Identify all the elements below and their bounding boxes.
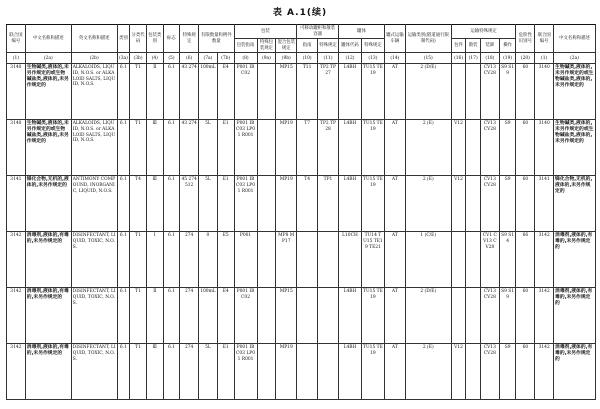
column-number: (9a) bbox=[257, 53, 276, 64]
cell-portable-special bbox=[318, 288, 339, 344]
cell-cn-name: 消毒剂,液体的,有毒的,未另作规定的 bbox=[25, 344, 71, 400]
column-number: (11) bbox=[318, 53, 339, 64]
cell-ts-loading: CV13 CV28 bbox=[480, 64, 499, 120]
cell-label: 6.1 bbox=[163, 64, 180, 120]
cell-label: 6.1 bbox=[163, 344, 180, 400]
cell-ts-loading: CV13 CV28 bbox=[480, 120, 499, 176]
header-mixed-packing: 混合包装规定 bbox=[276, 39, 297, 53]
cell-ts-bulk bbox=[466, 120, 481, 176]
cell-tank-special: TU15 TE19 bbox=[361, 120, 384, 176]
table-row bbox=[7, 232, 596, 288]
cell-en-name: DISINFECTANT, LIQUID, TOXIC, N.O.S. bbox=[71, 344, 117, 400]
cell-tank-vehicle: AT bbox=[384, 344, 405, 400]
cell-limited-quantity: 100mL bbox=[199, 288, 218, 344]
cell-ts-operation: S9 S19 bbox=[499, 64, 516, 120]
header-transport-category: 运输类别(隧道通行限制代码) bbox=[405, 25, 451, 53]
header-transport-special: 运输特殊规定 bbox=[451, 25, 516, 39]
cell-packing-instructions: P001 IBC02 bbox=[234, 288, 257, 344]
header-ts-package: 包件 bbox=[451, 39, 466, 53]
cell-un-number: 3142 bbox=[7, 344, 26, 400]
cell-portable-instructions: T7 bbox=[297, 120, 318, 176]
cell-packing-group: Ⅱ bbox=[146, 64, 163, 120]
cell-classification-code: T1 bbox=[130, 120, 147, 176]
cell-tank-special: TU14 TU15 TE19 TE21 bbox=[361, 232, 384, 288]
cell-ts-loading: CV1 CV13 CV28 bbox=[480, 232, 499, 288]
column-number: (9b) bbox=[276, 53, 297, 64]
cell-special-packing bbox=[257, 232, 276, 288]
column-number: (2a) bbox=[554, 53, 596, 64]
cell-cn-name: 生物碱类,液体的,未另作规定的或生物碱盐类,液体的,未另作规定的 bbox=[25, 120, 71, 176]
header-tank-special: 特殊规定 bbox=[361, 39, 384, 53]
cell-mixed-packing: MP15 bbox=[276, 288, 297, 344]
cell-tank-vehicle: AT bbox=[384, 232, 405, 288]
cell-packing-instructions: P001 IBC03 LP01 R001 bbox=[234, 176, 257, 232]
cell-portable-instructions bbox=[297, 344, 318, 400]
cell-transport-category: 2 (E) bbox=[405, 120, 451, 176]
cell-excepted-quantity: E1 bbox=[217, 120, 234, 176]
cell-class: 6.1 bbox=[117, 344, 130, 400]
cell-cn-name: 消毒剂,液体的,有毒的,未另作规定的 bbox=[25, 288, 71, 344]
cell-hazard-id: 60 bbox=[516, 120, 535, 176]
cell-cn-name-2: 生物碱类,液体的,未另作规定的或生物碱盐类,液体的,未另作规定的 bbox=[554, 64, 596, 120]
header-tank-vehicle: 罐式运输车辆 bbox=[384, 25, 405, 53]
cell-cn-name-2: 锑化合物,无机的,液体的,未另作规定的 bbox=[554, 176, 596, 232]
header-tank-code: 罐体代码 bbox=[338, 39, 361, 53]
cell-packing-group: Ⅲ bbox=[146, 176, 163, 232]
cell-transport-category: 2 (E) bbox=[405, 344, 451, 400]
cell-ts-bulk bbox=[466, 64, 481, 120]
column-number: (20) bbox=[516, 53, 535, 64]
table-body bbox=[7, 53, 596, 400]
cell-packing-group: Ⅲ bbox=[146, 344, 163, 400]
cell-excepted-quantity: E1 bbox=[217, 176, 234, 232]
cell-ts-package: V12 bbox=[451, 344, 466, 400]
cell-excepted-quantity: E1 bbox=[217, 344, 234, 400]
cell-un-number: 3142 bbox=[7, 232, 26, 288]
table-title: 表 A.1(续) bbox=[272, 8, 328, 18]
header-un-number: 联合国编号 bbox=[7, 25, 26, 53]
column-number: (15) bbox=[405, 53, 451, 64]
cell-mixed-packing: MP8 MP17 bbox=[276, 232, 297, 288]
cell-tank-special: TU15 TE19 bbox=[361, 64, 384, 120]
cell-mixed-packing: MP19 bbox=[276, 120, 297, 176]
cell-tank-code: L4BH bbox=[338, 288, 361, 344]
cell-tank-special: TU15 TE19 bbox=[361, 344, 384, 400]
cell-limited-quantity: 5L bbox=[199, 120, 218, 176]
cell-special-packing bbox=[257, 288, 276, 344]
cell-portable-special bbox=[318, 232, 339, 288]
cell-transport-category: 2 (E) bbox=[405, 176, 451, 232]
cell-packing-group: Ⅲ bbox=[146, 120, 163, 176]
cell-limited-quantity: 100mL bbox=[199, 64, 218, 120]
cell-cn-name-2: 消毒剂,液体的,有毒的,未另作规定的 bbox=[554, 232, 596, 288]
cell-special-provisions: 43 274 bbox=[180, 120, 199, 176]
header-limited-quantity: 有限数量和例外数量 bbox=[199, 25, 234, 53]
cell-ts-operation: S9 bbox=[499, 176, 516, 232]
column-number: (1) bbox=[7, 53, 26, 64]
column-number: (14) bbox=[384, 53, 405, 64]
cell-special-packing bbox=[257, 64, 276, 120]
cell-classification-code: T1 bbox=[130, 64, 147, 120]
dangerous-goods-table bbox=[6, 24, 596, 400]
header-special-packing: 特殊包装规定 bbox=[257, 39, 276, 53]
cell-portable-special: TP2 TP27 bbox=[318, 64, 339, 120]
cell-limited-quantity: 0 bbox=[199, 232, 218, 288]
cell-ts-loading: CV13 CV28 bbox=[480, 344, 499, 400]
cell-class: 6.1 bbox=[117, 120, 130, 176]
cell-un-number: 3142 bbox=[7, 288, 26, 344]
cell-limited-quantity: 5L bbox=[199, 176, 218, 232]
cell-tank-vehicle: AT bbox=[384, 64, 405, 120]
table-row bbox=[7, 120, 596, 176]
table-row bbox=[7, 64, 596, 120]
cell-transport-category: 2 (D/E) bbox=[405, 64, 451, 120]
cell-mixed-packing: MP15 bbox=[276, 64, 297, 120]
cell-mixed-packing: MP19 bbox=[276, 344, 297, 400]
cell-label: 6.1 bbox=[163, 232, 180, 288]
column-number: (17) bbox=[466, 53, 481, 64]
cell-ts-operation: S9 S19 bbox=[499, 288, 516, 344]
cell-tank-vehicle: AT bbox=[384, 176, 405, 232]
header-tank: 罐体 bbox=[338, 25, 384, 39]
cell-tank-code: L10CH bbox=[338, 232, 361, 288]
cell-tank-code: L4BH bbox=[338, 120, 361, 176]
cell-ts-operation: S9 bbox=[499, 120, 516, 176]
header-portable-special: 特殊规定 bbox=[318, 39, 339, 53]
cell-classification-code: T1 bbox=[130, 232, 147, 288]
cell-packing-group: Ⅱ bbox=[146, 288, 163, 344]
cell-class: 6.1 bbox=[117, 232, 130, 288]
cell-limited-quantity: 5L bbox=[199, 344, 218, 400]
cell-classification-code: T1 bbox=[130, 344, 147, 400]
table-row bbox=[7, 176, 596, 232]
cell-un-number: 3140 bbox=[7, 120, 26, 176]
cell-tank-code: L4BH bbox=[338, 344, 361, 400]
header-packing-group: 包装类别 bbox=[146, 25, 163, 53]
cell-ts-operation: S9 S14 bbox=[499, 232, 516, 288]
cell-special-provisions: 45 274 512 bbox=[180, 176, 199, 232]
table-row bbox=[7, 344, 596, 400]
cell-hazard-id: 66 bbox=[516, 232, 535, 288]
cell-packing-instructions: P001 bbox=[234, 232, 257, 288]
cell-en-name: ALKALOIDS, LIQUID, N.O.S. or ALKALOID SALTS, LIQUID, N.O.S. bbox=[71, 64, 117, 120]
column-number: (2b) bbox=[71, 53, 117, 64]
column-number: (16) bbox=[451, 53, 466, 64]
table-row bbox=[7, 288, 596, 344]
column-number: (19) bbox=[499, 53, 516, 64]
cell-un-number: 3140 bbox=[7, 64, 26, 120]
header-ts-bulk: 散装 bbox=[466, 39, 481, 53]
header-un-number-2: 联合国编号 bbox=[535, 25, 554, 53]
column-number: (18) bbox=[480, 53, 499, 64]
cell-ts-bulk bbox=[466, 232, 481, 288]
cell-ts-operation: S9 bbox=[499, 344, 516, 400]
cell-tank-vehicle: AT bbox=[384, 288, 405, 344]
column-number: (7b) bbox=[217, 53, 234, 64]
cell-excepted-quantity: E5 bbox=[217, 232, 234, 288]
cell-packing-instructions: P001 IBC02 bbox=[234, 64, 257, 120]
cell-special-provisions: 274 bbox=[180, 288, 199, 344]
header-cn-name: 中文名称和描述 bbox=[25, 25, 71, 53]
column-number: (6) bbox=[180, 53, 199, 64]
cell-class: 6.1 bbox=[117, 288, 130, 344]
header-special-provisions: 特殊规定 bbox=[180, 25, 199, 53]
cell-en-name: DISINFECTANT, LIQUID, TOXIC, N.O.S. bbox=[71, 232, 117, 288]
cell-cn-name: 消毒剂,液体的,有毒的,未另作规定的 bbox=[25, 232, 71, 288]
cell-ts-bulk bbox=[466, 344, 481, 400]
cell-hazard-id: 60 bbox=[516, 344, 535, 400]
cell-class: 6.1 bbox=[117, 64, 130, 120]
header-cn-name-2: 中文名称和描述 bbox=[554, 25, 596, 53]
header-hazard-id: 危险性识别号 bbox=[516, 25, 535, 53]
header-label: 标志 bbox=[163, 25, 180, 53]
cell-un-number-2: 3142 bbox=[535, 344, 554, 400]
column-number: (1) bbox=[535, 53, 554, 64]
cell-transport-category: 2 (D/E) bbox=[405, 288, 451, 344]
cell-special-packing bbox=[257, 344, 276, 400]
cell-ts-package bbox=[451, 232, 466, 288]
cell-cn-name: 生物碱类,液体的,未另作规定的或生物碱盐类,液体的,未另作规定的 bbox=[25, 64, 71, 120]
column-number: (7a) bbox=[199, 53, 218, 64]
header-ts-loading: 装卸 bbox=[480, 39, 499, 53]
cell-portable-special bbox=[318, 344, 339, 400]
column-number: (8) bbox=[234, 53, 257, 64]
cell-mixed-packing: MP19 bbox=[276, 176, 297, 232]
cell-un-number-2: 3140 bbox=[535, 120, 554, 176]
cell-label: 6.1 bbox=[163, 120, 180, 176]
cell-un-number-2: 3142 bbox=[535, 232, 554, 288]
header-portable-instructions: 指南 bbox=[297, 39, 318, 53]
cell-portable-special: TP1 bbox=[318, 176, 339, 232]
cell-en-name: ALKALOIDS, LIQUID, N.O.S. or ALKALOID SALTS, LIQUID, N.O.S. bbox=[71, 120, 117, 176]
cell-ts-package: V12 bbox=[451, 120, 466, 176]
cell-un-number-2: 3140 bbox=[535, 64, 554, 120]
cell-portable-instructions: T11 bbox=[297, 64, 318, 120]
cell-portable-instructions bbox=[297, 232, 318, 288]
header-en-name: 英文名称和描述 bbox=[71, 25, 117, 53]
cell-tank-code: L4BH bbox=[338, 176, 361, 232]
column-number: (13) bbox=[361, 53, 384, 64]
cell-special-provisions: 274 bbox=[180, 344, 199, 400]
cell-ts-package bbox=[451, 288, 466, 344]
header-class: 类别 bbox=[117, 25, 130, 53]
cell-special-provisions: 43 274 bbox=[180, 64, 199, 120]
column-number: (3b) bbox=[130, 53, 147, 64]
header-packaging: 包装 bbox=[234, 25, 297, 39]
cell-label: 6.1 bbox=[163, 176, 180, 232]
cell-cn-name-2: 消毒剂,液体的,有毒的,未另作规定的 bbox=[554, 288, 596, 344]
cell-tank-special: TU15 TE19 bbox=[361, 288, 384, 344]
cell-portable-special: TP2 TP28 bbox=[318, 120, 339, 176]
cell-class: 6.1 bbox=[117, 176, 130, 232]
cell-tank-code: L4BH bbox=[338, 64, 361, 120]
cell-ts-package: V12 bbox=[451, 176, 466, 232]
cell-en-name: DISINFECTANT, LIQUID, TOXIC, N.O.S. bbox=[71, 288, 117, 344]
cell-cn-name-2: 生物碱类,液体的,未另作规定的或生物碱盐类,液体的,未另作规定的 bbox=[554, 120, 596, 176]
cell-un-number-2: 3142 bbox=[535, 288, 554, 344]
cell-excepted-quantity: E4 bbox=[217, 288, 234, 344]
column-number: (3a) bbox=[117, 53, 130, 64]
cell-hazard-id: 60 bbox=[516, 64, 535, 120]
cell-classification-code: T1 bbox=[130, 288, 147, 344]
cell-packing-group: Ⅰ bbox=[146, 232, 163, 288]
header-portable-tanks: 可移动罐柜和散装容器 bbox=[297, 25, 339, 39]
cell-label: 6.1 bbox=[163, 288, 180, 344]
column-number-row bbox=[7, 53, 596, 64]
column-number: (4) bbox=[146, 53, 163, 64]
header-classification-code: 分类代码 bbox=[130, 25, 147, 53]
header-packing-instructions: 包装指南 bbox=[234, 39, 257, 53]
cell-transport-category: 1 (C/E) bbox=[405, 232, 451, 288]
cell-tank-vehicle: AT bbox=[384, 120, 405, 176]
cell-ts-bulk bbox=[466, 288, 481, 344]
cell-special-packing bbox=[257, 176, 276, 232]
cell-portable-instructions: T4 bbox=[297, 176, 318, 232]
cell-hazard-id: 60 bbox=[516, 288, 535, 344]
cell-special-packing bbox=[257, 120, 276, 176]
column-number: (2a) bbox=[25, 53, 71, 64]
column-number: (12) bbox=[338, 53, 361, 64]
column-number: (5) bbox=[163, 53, 180, 64]
cell-special-provisions: 274 bbox=[180, 232, 199, 288]
cell-tank-special: TU15 TE19 bbox=[361, 176, 384, 232]
cell-un-number: 3141 bbox=[7, 176, 26, 232]
cell-packing-instructions: P001 IBC03 LP01 R001 bbox=[234, 120, 257, 176]
cell-ts-package bbox=[451, 64, 466, 120]
cell-hazard-id: 60 bbox=[516, 176, 535, 232]
cell-en-name: ANTIMONY COMPOUND, INORGANIC, LIQUID, N.O.S. bbox=[71, 176, 117, 232]
cell-ts-loading: CV13 CV28 bbox=[480, 288, 499, 344]
cell-cn-name-2: 消毒剂,液体的,有毒的,未另作规定的 bbox=[554, 344, 596, 400]
cell-classification-code: T4 bbox=[130, 176, 147, 232]
cell-portable-instructions bbox=[297, 288, 318, 344]
cell-cn-name: 锑化合物,无机的,液体的,未另作规定的 bbox=[25, 176, 71, 232]
cell-ts-loading: CV13 CV28 bbox=[480, 176, 499, 232]
cell-ts-bulk bbox=[466, 176, 481, 232]
cell-excepted-quantity: E4 bbox=[217, 64, 234, 120]
header-ts-operation: 操作 bbox=[499, 39, 516, 53]
cell-packing-instructions: P001 IBC03 LP01 R001 bbox=[234, 344, 257, 400]
column-number: (10) bbox=[297, 53, 318, 64]
cell-un-number-2: 3141 bbox=[535, 176, 554, 232]
